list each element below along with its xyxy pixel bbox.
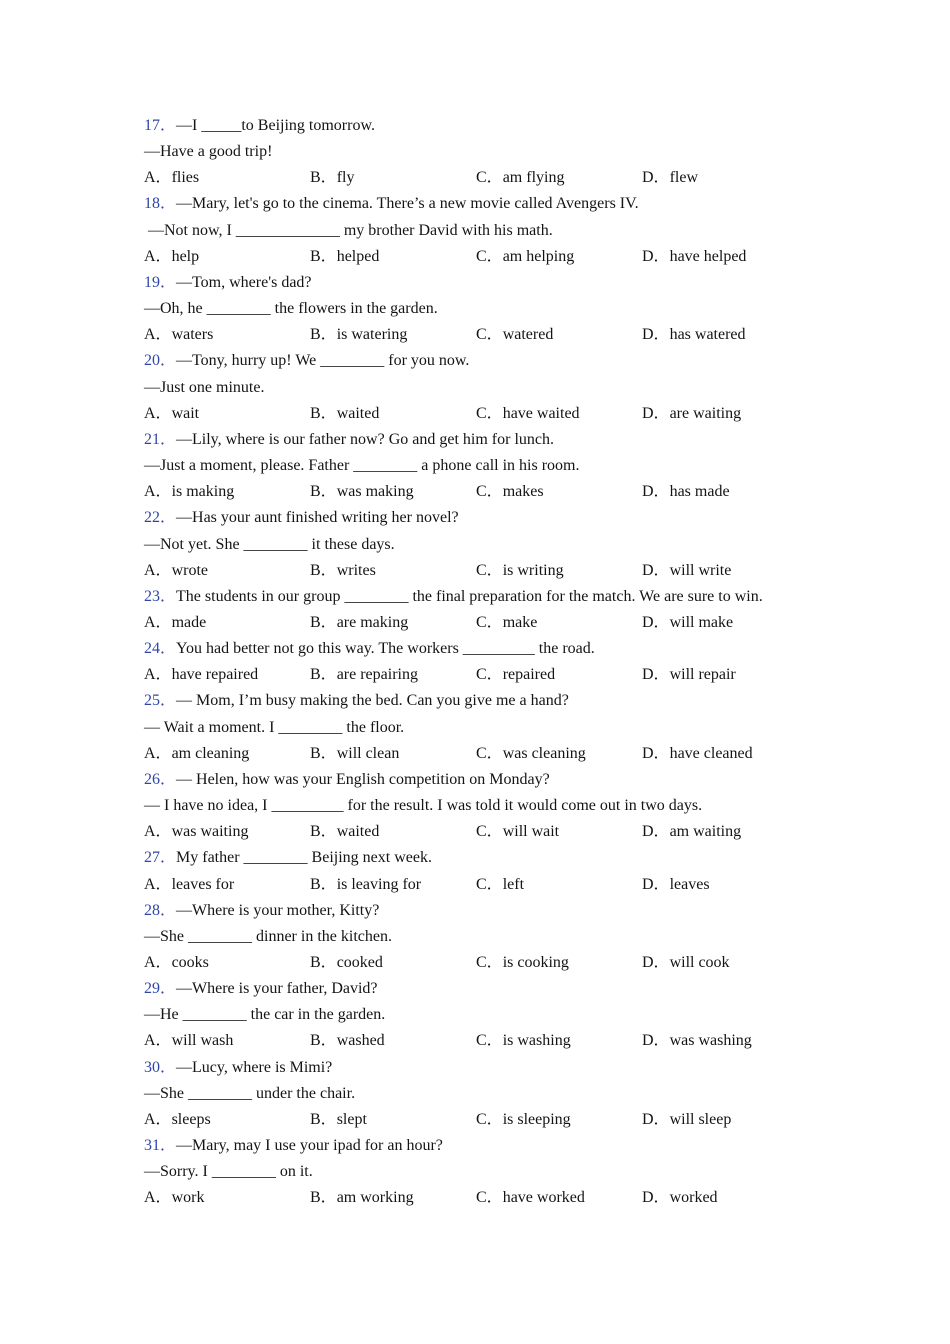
question-text: — Mom, I’m busy making the bed. Can you give me a hand? — [176, 692, 569, 710]
question-text: —I _____to Beijing tomorrow. — [176, 117, 375, 134]
option-letter: D． — [642, 954, 670, 971]
option-letter: C． — [476, 1032, 503, 1050]
answer-options — [144, 401, 950, 427]
option-a — [144, 165, 310, 191]
option-text: was making — [336, 483, 414, 501]
option-letter: A． — [144, 483, 172, 501]
question-stem — [144, 191, 950, 217]
answer-options — [144, 741, 950, 767]
option-d — [642, 1028, 808, 1054]
option-text: will wait — [502, 823, 560, 841]
dialogue-line — [144, 1081, 950, 1107]
option-text: wait — [171, 404, 200, 422]
question-number: 27． — [144, 849, 177, 867]
question-block — [144, 976, 950, 1054]
option-letter: B． — [310, 169, 337, 187]
question-number: 28． — [144, 901, 177, 919]
option-b — [310, 401, 476, 427]
question-stem — [144, 767, 950, 793]
option-a — [144, 401, 310, 427]
option-text: make — [502, 613, 538, 631]
dialogue-line — [144, 793, 950, 819]
answer-options — [144, 322, 950, 348]
option-text: flew — [669, 169, 698, 187]
answer-options — [144, 1028, 950, 1054]
option-c — [476, 558, 642, 584]
option-b — [310, 819, 476, 845]
question-number: 17． — [144, 117, 177, 134]
option-a — [144, 662, 310, 688]
dialogue-line — [144, 715, 950, 741]
question-number: 29． — [144, 980, 177, 998]
option-letter: B． — [310, 561, 337, 579]
question-block — [144, 1133, 950, 1211]
option-a — [144, 479, 310, 505]
option-text: will wash — [171, 1032, 234, 1050]
option-a — [144, 244, 310, 270]
option-text: will make — [669, 613, 734, 631]
answer-options — [144, 1185, 950, 1211]
option-letter: B． — [310, 875, 337, 893]
option-letter: C． — [476, 483, 503, 501]
question-number: 25． — [144, 692, 177, 710]
option-c — [476, 872, 642, 898]
option-text: is watering — [336, 326, 408, 344]
option-c — [476, 1107, 642, 1133]
option-a — [144, 558, 310, 584]
option-text: slept — [336, 1110, 367, 1128]
question-block — [144, 898, 950, 976]
dialogue-text: —He ________ the car in the garden. — [144, 1006, 386, 1024]
dialogue-line — [144, 296, 950, 322]
option-text: are repairing — [336, 666, 418, 684]
option-b — [310, 1107, 476, 1133]
option-text: is writing — [502, 561, 564, 579]
option-letter: A． — [144, 404, 172, 422]
option-d — [642, 950, 808, 976]
dialogue-text: — I have no idea, I _________ for the result. I was told it would come out in two days. — [144, 797, 703, 815]
option-d — [642, 662, 808, 688]
question-stem — [144, 348, 950, 374]
dialogue-text: —Just one minute. — [144, 378, 265, 396]
dialogue-line — [144, 139, 950, 165]
option-text: writes — [336, 561, 376, 579]
option-text: will sleep — [669, 1110, 732, 1128]
question-block — [144, 270, 950, 348]
dialogue-text: —Oh, he ________ the flowers in the garden. — [144, 300, 438, 318]
option-letter: D． — [642, 744, 670, 762]
option-a — [144, 1185, 310, 1211]
option-letter: A． — [144, 613, 172, 631]
option-a — [144, 950, 310, 976]
option-c — [476, 165, 642, 191]
answer-options — [144, 165, 950, 191]
option-text: has watered — [669, 326, 746, 344]
question-text: —Tony, hurry up! We ________ for you now. — [176, 352, 470, 370]
question-stem — [144, 427, 950, 453]
option-letter: D． — [642, 875, 670, 893]
option-d — [642, 1185, 808, 1211]
question-text: The students in our group ________ the final preparation for the match. We are sure to win. — [176, 587, 763, 605]
question-block — [144, 505, 950, 583]
question-block — [144, 584, 950, 636]
option-letter: A． — [144, 561, 172, 579]
option-text: waters — [171, 326, 214, 344]
question-stem — [144, 1055, 950, 1081]
option-text: have worked — [502, 1189, 585, 1207]
option-letter: D． — [642, 169, 670, 187]
option-c — [476, 950, 642, 976]
dialogue-line — [144, 1002, 950, 1028]
option-text: waited — [336, 404, 380, 422]
option-c — [476, 819, 642, 845]
option-text: are making — [336, 613, 409, 631]
option-letter: C． — [476, 326, 503, 344]
option-text: was washing — [669, 1032, 752, 1050]
question-text: —Where is your father, David? — [176, 980, 378, 998]
option-letter: B． — [310, 613, 337, 631]
option-text: am cleaning — [171, 744, 250, 762]
option-text: cooked — [336, 954, 383, 971]
option-d — [642, 610, 808, 636]
option-d — [642, 1107, 808, 1133]
question-stem — [144, 688, 950, 714]
option-letter: B． — [310, 666, 337, 684]
option-text: worked — [669, 1189, 718, 1207]
option-c — [476, 322, 642, 348]
option-b — [310, 1185, 476, 1211]
answer-options — [144, 479, 950, 505]
option-letter: A． — [144, 326, 172, 344]
dialogue-text: —Not now, I _____________ my brother David with his math. — [144, 221, 553, 239]
option-letter: A． — [144, 823, 172, 841]
answer-options — [144, 1107, 950, 1133]
answer-options — [144, 244, 950, 270]
question-text: —Lily, where is our father now? Go and get him for lunch. — [176, 430, 554, 448]
option-c — [476, 244, 642, 270]
dialogue-line — [144, 532, 950, 558]
option-letter: A． — [144, 875, 172, 893]
dialogue-text: —Not yet. She ________ it these days. — [144, 535, 395, 553]
answer-options — [144, 819, 950, 845]
option-text: are waiting — [669, 404, 742, 422]
option-letter: D． — [642, 1032, 670, 1050]
question-block — [144, 427, 950, 505]
option-c — [476, 741, 642, 767]
question-block — [144, 845, 950, 897]
question-text: —Where is your mother, Kitty? — [176, 901, 380, 919]
question-number: 22． — [144, 509, 177, 527]
answer-options — [144, 610, 950, 636]
question-block — [144, 348, 950, 426]
option-a — [144, 1107, 310, 1133]
dialogue-text: —She ________ under the chair. — [144, 1084, 356, 1102]
option-text: am helping — [502, 247, 575, 265]
option-b — [310, 1028, 476, 1054]
option-letter: D． — [642, 1110, 670, 1128]
question-number: 21． — [144, 430, 177, 448]
dialogue-text: —Sorry. I ________ on it. — [144, 1163, 313, 1181]
option-b — [310, 244, 476, 270]
question-text: You had better not go this way. The workers _________ the road. — [176, 640, 595, 658]
option-letter: C． — [476, 1110, 503, 1128]
option-letter: A． — [144, 954, 172, 971]
option-d — [642, 322, 808, 348]
option-b — [310, 165, 476, 191]
option-text: is washing — [502, 1032, 571, 1050]
option-letter: D． — [642, 823, 670, 841]
option-text: is sleeping — [502, 1110, 571, 1128]
option-text: help — [171, 247, 200, 265]
option-letter: C． — [476, 561, 503, 579]
option-text: am flying — [502, 169, 565, 187]
question-text: —Has your aunt finished writing her novel? — [176, 509, 459, 527]
option-text: helped — [336, 247, 380, 265]
option-letter: D． — [642, 666, 670, 684]
option-c — [476, 1028, 642, 1054]
option-letter: B． — [310, 744, 337, 762]
dialogue-line — [144, 453, 950, 479]
option-text: am waiting — [669, 823, 742, 841]
question-text: —Mary, may I use your ipad for an hour? — [176, 1137, 443, 1155]
option-letter: B． — [310, 247, 337, 265]
option-text: waited — [336, 823, 380, 841]
option-a — [144, 1028, 310, 1054]
option-text: is leaving for — [336, 875, 422, 893]
option-letter: C． — [476, 613, 503, 631]
option-letter: D． — [642, 1189, 670, 1207]
option-letter: D． — [642, 326, 670, 344]
question-block — [144, 191, 950, 269]
option-letter: A． — [144, 744, 172, 762]
option-d — [642, 741, 808, 767]
question-block — [144, 1055, 950, 1133]
option-text: is making — [171, 483, 235, 501]
option-letter: B． — [310, 1032, 337, 1050]
option-letter: C． — [476, 875, 503, 893]
question-text: —Mary, let's go to the cinema. There’s a new movie called Avengers IV. — [176, 195, 639, 213]
option-letter: B． — [310, 1189, 337, 1207]
question-stem — [144, 270, 950, 296]
option-a — [144, 610, 310, 636]
option-letter: D． — [642, 247, 670, 265]
option-b — [310, 950, 476, 976]
question-list — [144, 113, 950, 1212]
question-text: —Tom, where's dad? — [176, 273, 312, 291]
option-text: wrote — [171, 561, 208, 579]
question-number: 26． — [144, 770, 177, 788]
question-block — [144, 113, 950, 191]
option-text: have repaired — [171, 666, 259, 684]
option-letter: B． — [310, 823, 337, 841]
question-block — [144, 767, 950, 845]
option-letter: C． — [476, 247, 503, 265]
option-c — [476, 662, 642, 688]
option-letter: A． — [144, 1110, 172, 1128]
question-stem — [144, 113, 950, 139]
option-a — [144, 872, 310, 898]
option-d — [642, 165, 808, 191]
answer-options — [144, 558, 950, 584]
question-stem — [144, 636, 950, 662]
question-number: 23． — [144, 587, 177, 605]
option-d — [642, 819, 808, 845]
option-text: have cleaned — [669, 744, 753, 762]
option-text: makes — [502, 483, 544, 501]
option-a — [144, 741, 310, 767]
question-stem — [144, 898, 950, 924]
option-letter: C． — [476, 169, 503, 187]
option-text: repaired — [502, 666, 556, 684]
option-text: was cleaning — [502, 744, 586, 762]
question-stem — [144, 845, 950, 871]
option-text: flies — [171, 169, 200, 187]
option-b — [310, 741, 476, 767]
answer-options — [144, 662, 950, 688]
dialogue-text: —She ________ dinner in the kitchen. — [144, 927, 392, 945]
question-stem — [144, 505, 950, 531]
option-b — [310, 479, 476, 505]
option-b — [310, 872, 476, 898]
dialogue-line — [144, 218, 950, 244]
option-text: left — [502, 875, 525, 893]
dialogue-line — [144, 375, 950, 401]
option-letter: A． — [144, 1032, 172, 1050]
dialogue-text: — Wait a moment. I ________ the floor. — [144, 718, 405, 736]
question-number: 30． — [144, 1058, 177, 1076]
option-c — [476, 401, 642, 427]
option-a — [144, 322, 310, 348]
option-text: have helped — [669, 247, 747, 265]
option-letter: B． — [310, 326, 337, 344]
option-letter: B． — [310, 954, 337, 971]
option-text: work — [171, 1189, 205, 1207]
option-a — [144, 819, 310, 845]
option-letter: A． — [144, 1189, 172, 1207]
option-letter: D． — [642, 561, 670, 579]
question-number: 24． — [144, 640, 177, 658]
option-b — [310, 610, 476, 636]
option-text: leaves for — [171, 875, 235, 893]
option-c — [476, 1185, 642, 1211]
option-d — [642, 558, 808, 584]
option-d — [642, 401, 808, 427]
question-block — [144, 688, 950, 766]
option-text: will write — [669, 561, 732, 579]
option-c — [476, 610, 642, 636]
question-stem — [144, 584, 950, 610]
option-d — [642, 479, 808, 505]
option-d — [642, 872, 808, 898]
question-text: — Helen, how was your English competition on Monday? — [176, 770, 550, 788]
option-letter: C． — [476, 954, 503, 971]
option-text: leaves — [669, 875, 710, 893]
question-stem — [144, 976, 950, 1002]
option-letter: D． — [642, 483, 670, 501]
dialogue-line — [144, 924, 950, 950]
question-stem — [144, 1133, 950, 1159]
dialogue-text: —Just a moment, please. Father ________ a phone call in his room. — [144, 457, 580, 475]
option-b — [310, 558, 476, 584]
answer-options — [144, 950, 950, 976]
question-number: 31． — [144, 1137, 177, 1155]
option-text: will repair — [669, 666, 736, 684]
option-letter: C． — [476, 666, 503, 684]
option-text: sleeps — [171, 1110, 211, 1128]
option-letter: D． — [642, 404, 670, 422]
option-letter: B． — [310, 483, 337, 501]
option-letter: B． — [310, 404, 337, 422]
option-letter: C． — [476, 744, 503, 762]
question-block — [144, 636, 950, 688]
option-b — [310, 662, 476, 688]
option-letter: C． — [476, 823, 503, 841]
question-text: My father ________ Beijing next week. — [176, 849, 432, 867]
question-number: 20． — [144, 352, 177, 370]
dialogue-text: —Have a good trip! — [144, 143, 273, 161]
option-d — [642, 244, 808, 270]
option-text: washed — [336, 1032, 385, 1050]
option-b — [310, 322, 476, 348]
question-number: 18． — [144, 195, 177, 213]
option-c — [476, 479, 642, 505]
answer-options — [144, 872, 950, 898]
option-letter: D． — [642, 613, 670, 631]
option-text: have waited — [502, 404, 580, 422]
option-text: was waiting — [171, 823, 249, 841]
option-text: will cook — [669, 954, 730, 971]
option-letter: C． — [476, 404, 503, 422]
option-text: made — [171, 613, 207, 631]
option-letter: A． — [144, 247, 172, 265]
option-letter: A． — [144, 169, 172, 187]
option-text: has made — [669, 483, 730, 501]
option-text: cooks — [171, 954, 209, 971]
option-text: is cooking — [502, 954, 569, 971]
option-letter: C． — [476, 1189, 503, 1207]
option-letter: B． — [310, 1110, 337, 1128]
option-text: will clean — [336, 744, 400, 762]
question-text: —Lucy, where is Mimi? — [176, 1058, 333, 1076]
question-number: 19． — [144, 273, 177, 291]
option-text: watered — [502, 326, 554, 344]
option-text: fly — [336, 169, 355, 187]
option-letter: A． — [144, 666, 172, 684]
option-text: am working — [336, 1189, 414, 1207]
dialogue-line — [144, 1159, 950, 1185]
